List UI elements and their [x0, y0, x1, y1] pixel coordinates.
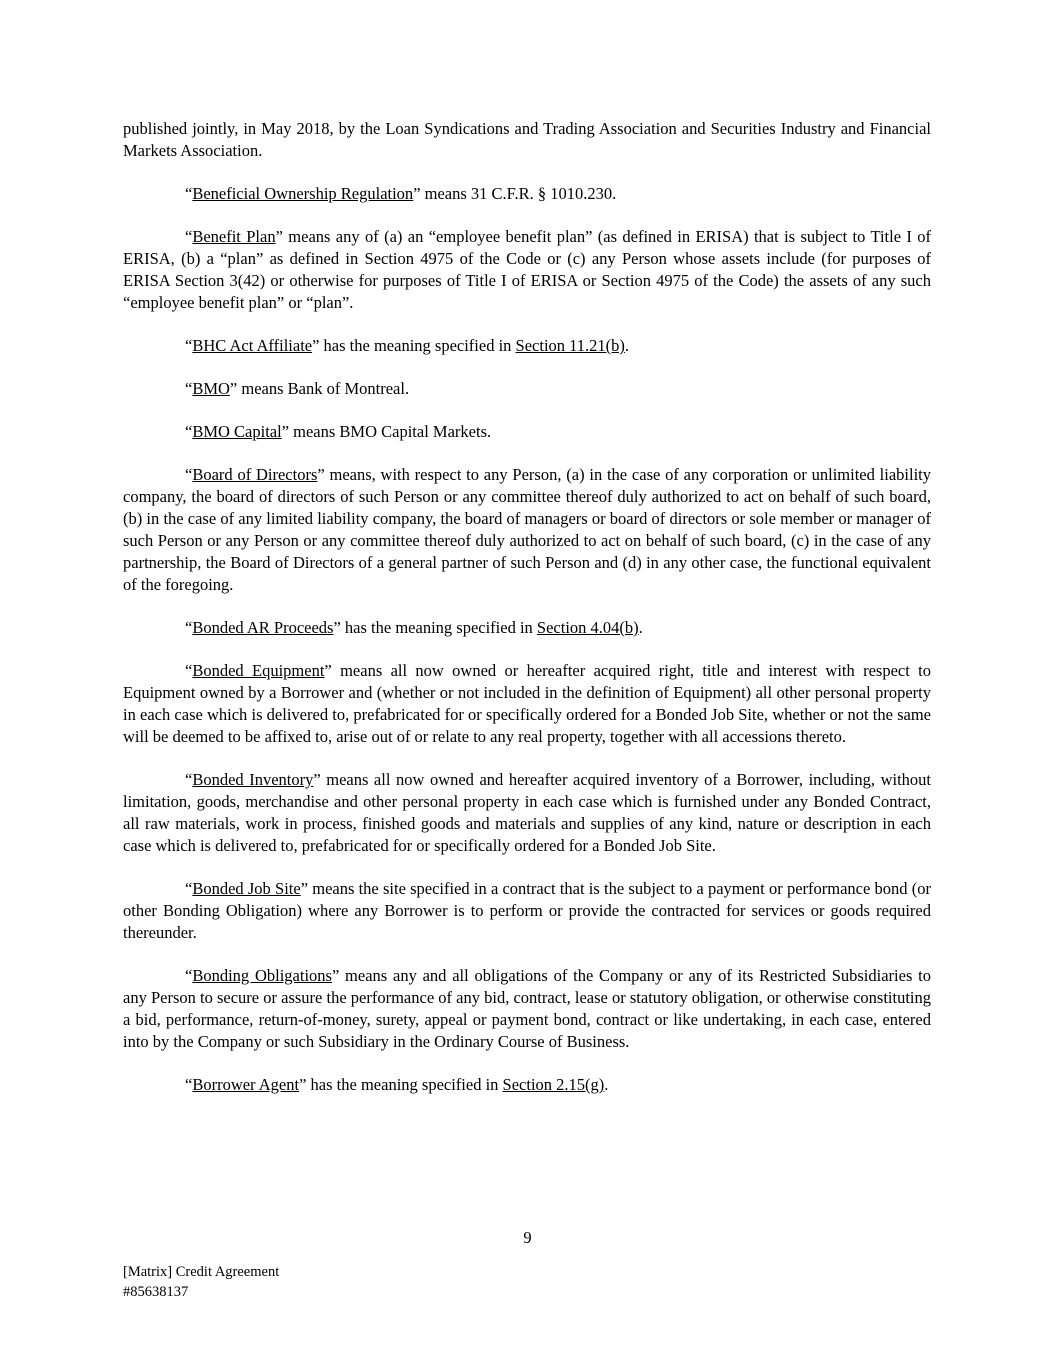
defined-term: Benefit Plan [192, 227, 276, 246]
text-run: ” means any of (a) an “employee benefit plan” (as defined in ERISA) that is subject to Title I of ERISA, (b) a “plan” as defined in Section 4975 of the Code or (c) any Person whose assets include (for purposes of ERISA Section 3(42) or otherwise for purposes of Title I of ERISA or Section 4975 of the Code) the assets of any such “employee benefit plan” or “plan”. [123, 227, 931, 312]
defined-term: Bonded Job Site [192, 879, 301, 898]
text-run: “ [185, 227, 193, 246]
text-run: “ [185, 336, 193, 355]
text-run: ” means the site specified in a contract that is the subject to a payment or performance bond (or other Bonding Obligation) where any Borrower is to perform or provide the contracted for services or goods required thereunder. [123, 879, 931, 942]
text-run: ” means all now owned or hereafter acquired right, title and interest with respect to Equipment owned by a Borrower and (whether or not included in the definition of Equipment) all other personal property in each case which is delivered to, prefabricated for or specifically ordered for a Bonded Job Site, whether or not the same will be deemed to be affixed to, arise out of or relate to any real property, together with all accessions thereto. [123, 661, 932, 746]
text-run: . [638, 618, 643, 637]
defined-term: Bonded Inventory [192, 770, 314, 789]
defined-term: Bonded AR Proceeds [192, 618, 334, 637]
text-run: “ [185, 465, 193, 484]
text-run: ” has the meaning specified in [299, 1075, 503, 1094]
text-run: “ [185, 661, 193, 680]
footer-document-id: #85638137 [123, 1284, 189, 1300]
text-run: . [624, 336, 630, 355]
text-run: ” means Bank of Montreal. [229, 379, 410, 398]
text-run: “ [185, 618, 193, 637]
text-run: ” means any and all obligations of the Company or any of its Restricted Subsidiaries to any Person to secure or assure the performance of any bid, contract, lease or statutory obligation, or otherwise constituting a bid, performance, return-of-money, surety, appeal or payment bond, contract or like undertaking, in each case, entered into by the Company or such Subsidiary in the Ordinary Course of Business. [123, 966, 931, 1051]
text-run: ” has the meaning specified in [333, 618, 537, 637]
defined-term: Borrower Agent [192, 1075, 300, 1094]
document-body [123, 118, 931, 1117]
defined-term: Beneficial Ownership Regulation [192, 184, 414, 203]
paragraph [123, 226, 931, 314]
defined-term: Bonded Equipment [192, 661, 325, 680]
paragraph [123, 118, 931, 162]
text-run: ” has the meaning specified in [312, 336, 516, 355]
paragraph [123, 183, 931, 205]
text-run: published jointly, in May 2018, by the Loan Syndications and Trading Association and Securities Industry and Financial Markets Association. [123, 119, 931, 160]
paragraph [123, 378, 931, 400]
text-run: ” means all now owned and hereafter acquired inventory of a Borrower, including, without limitation, goods, merchandise and other personal property in each case which is furnished under any Bonded Contract, all raw materials, work in process, finished goods and materials and supplies of any kind, nature or description in each case which is delivered to, prefabricated for or specifically ordered for a Bonded Job Site. [123, 770, 931, 855]
text-run: “ [185, 184, 193, 203]
page-number: 9 [523, 1228, 532, 1247]
text-run: “ [185, 1075, 193, 1094]
defined-term: Bonding Obligations [192, 966, 332, 985]
text-run: “ [185, 966, 193, 985]
text-run: ” means 31 C.F.R. § 1010.230. [413, 184, 617, 203]
paragraph [123, 617, 931, 639]
defined-term: BMO [192, 379, 230, 398]
footer-document-title: [Matrix] Credit Agreement [123, 1264, 280, 1280]
text-run: ” means BMO Capital Markets. [281, 422, 492, 441]
paragraph [123, 1074, 931, 1096]
text-run: . [604, 1075, 609, 1094]
document-footer [123, 1262, 279, 1302]
defined-term: Board of Directors [192, 465, 318, 484]
paragraph [123, 335, 931, 357]
defined-term: BHC Act Affiliate [192, 336, 313, 355]
text-run: ” means, with respect to any Person, (a) in the case of any corporation or unlimited liability company, the board of directors of such Person or any committee thereof duly authorized to act on behalf of such board, (b) in the case of any limited liability company, the board of managers or board of directors or sole member or manager of such Person or any Person or any committee thereof duly authorized to act on behalf of such board, (c) in the case of any partnership, the Board of Directors of a general partner of such Person and (d) in any other case, the functional equivalent of the foregoing. [123, 465, 931, 594]
text-run: “ [185, 879, 193, 898]
paragraph [123, 464, 931, 596]
section-reference: Section 11.21(b) [515, 336, 625, 355]
paragraph [123, 660, 931, 748]
paragraph [123, 878, 931, 944]
paragraph [123, 965, 931, 1053]
paragraph [123, 421, 931, 443]
text-run: “ [185, 379, 193, 398]
paragraph [123, 769, 931, 857]
section-reference: Section 2.15(g) [502, 1075, 605, 1094]
section-reference: Section 4.04(b) [536, 618, 639, 637]
text-run: “ [185, 422, 193, 441]
text-run: “ [185, 770, 193, 789]
defined-term: BMO Capital [192, 422, 282, 441]
